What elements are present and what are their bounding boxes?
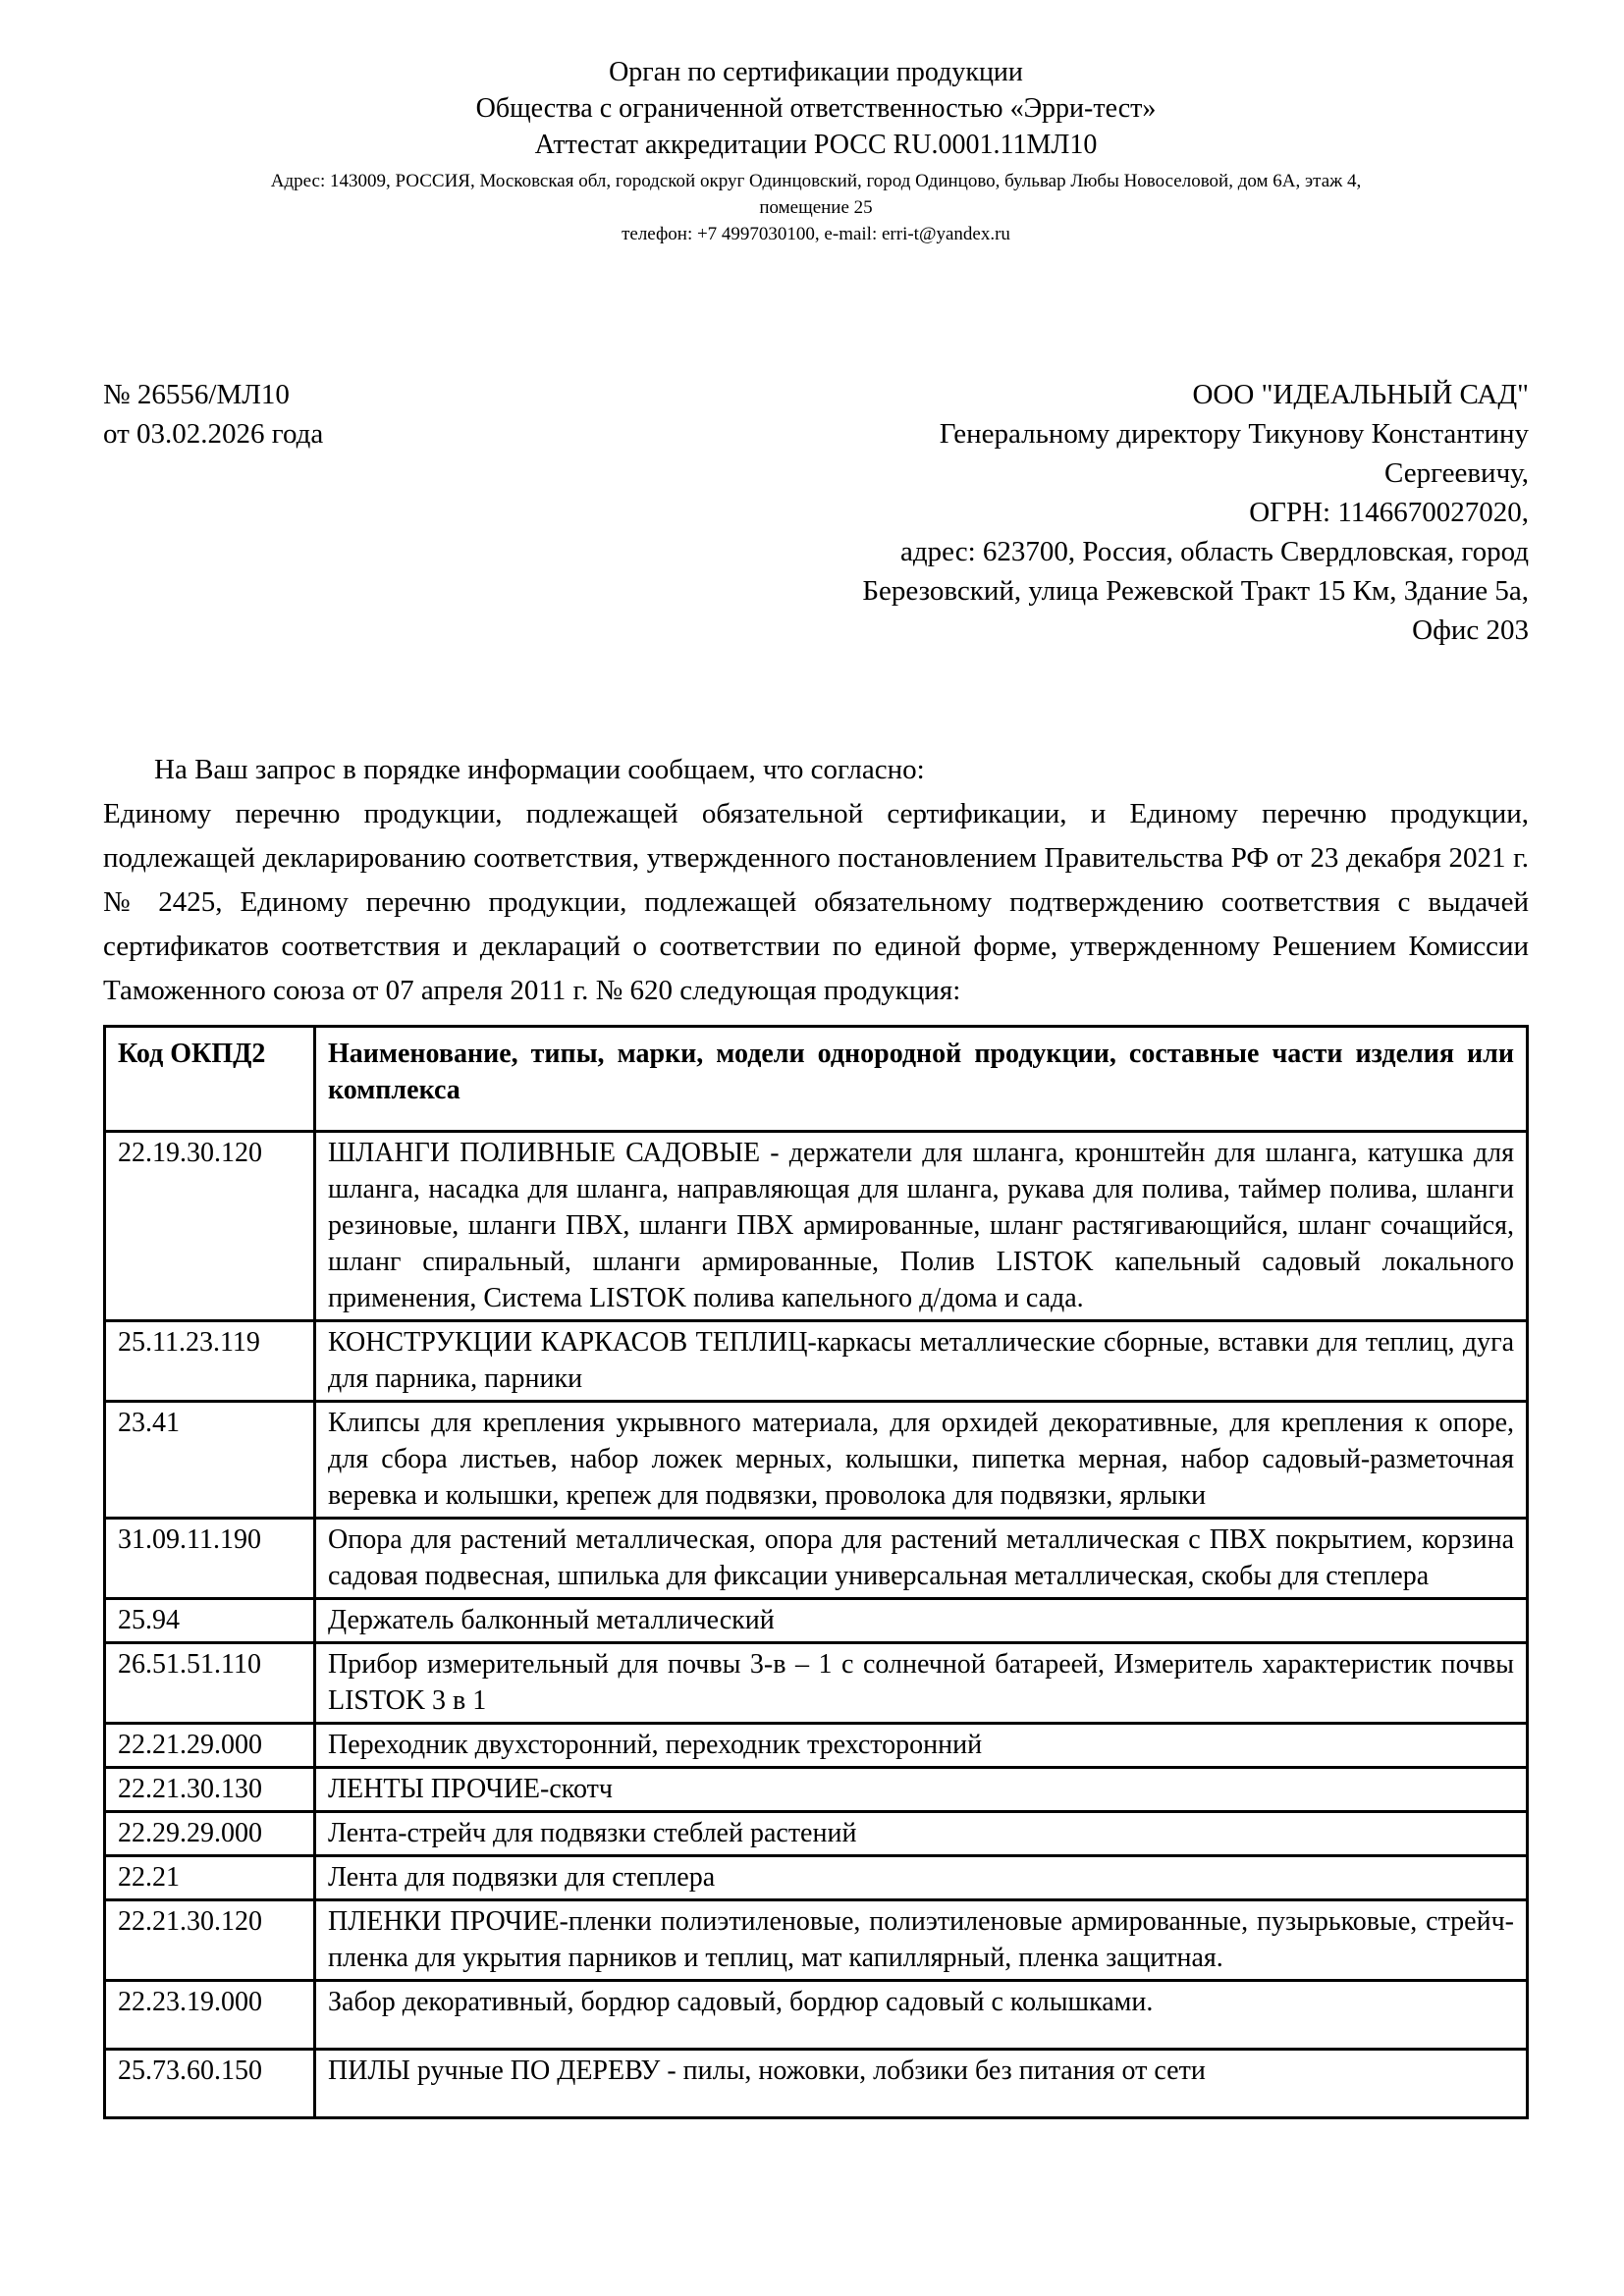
reference-block: [103, 375, 323, 454]
org-address-line-2: помещение 25: [759, 197, 873, 218]
body-paragraph: Единому перечню продукции, подлежащей обязательной сертификации, и Единому перечню продукции, подлежащей декларированию соответствия, утвержденного постановлением Правительства РФ от 23 декабря 2021 г. № 2425, Единому перечню продукции, подлежащей обязательному подтверждению соответствия с выдачей сертификатов соответствия и деклараций о соответствии по единой форме, утвержденному Решением Комиссии Таможенного союза от 07 апреля 2011 г. № 620 следующая продукция:: [103, 798, 1529, 1006]
product-name-cell: Забор декоративный, бордюр садовый, бордюр садовый с колышками.: [315, 1981, 1528, 2050]
okpd2-code-cell: 22.21.29.000: [105, 1724, 315, 1768]
product-name-cell: КОНСТРУКЦИИ КАРКАСОВ ТЕПЛИЦ-каркасы металлические сборные, вставки для теплиц, дуга для парника, парники: [315, 1321, 1528, 1402]
recipient-block: [862, 375, 1529, 650]
okpd2-code-cell: 25.73.60.150: [105, 2050, 315, 2118]
table-row: [105, 1402, 1528, 1519]
product-name-cell: Клипсы для крепления укрывного материала, для орхидей декоративные, для крепления к опоре, для сбора листьев, набор ложек мерных, колышки, пипетка мерная, набор садовый-разметочная веревка и колышки, крепеж для подвязки, проволока для подвязки, ярлыки: [315, 1402, 1528, 1519]
product-name-cell: Прибор измерительный для почвы 3-в – 1 с солнечной батареей, Измеритель характеристик почвы LISTOK 3 в 1: [315, 1643, 1528, 1724]
org-title-line-2: Общества с ограниченной ответственностью «Эрри-тест»: [475, 93, 1157, 124]
okpd2-code-cell: 31.09.11.190: [105, 1519, 315, 1599]
product-name-cell: ЛЕНТЫ ПРОЧИЕ-скотч: [315, 1768, 1528, 1812]
header-okpd2-code: Код ОКПД2: [105, 1027, 315, 1132]
table-row: [105, 1856, 1528, 1900]
header-product-name: Наименование, типы, марки, модели однородной продукции, составные части изделия или комплекса: [315, 1027, 1528, 1132]
okpd2-code-cell: 25.94: [105, 1599, 315, 1643]
intro-line: На Ваш запрос в порядке информации сообщаем, что согласно:: [154, 754, 925, 785]
table-row: [105, 1981, 1528, 2050]
document-date: от 03.02.2026 года: [103, 418, 324, 450]
product-name-cell: ПЛЕНКИ ПРОЧИЕ-пленки полиэтиленовые, полиэтиленовые армированные, пузырьковые, стрейч-пленка для укрытия парников и теплиц, мат капиллярный, пленка защитная.: [315, 1900, 1528, 1981]
product-name-cell: Лента для подвязки для степлера: [315, 1856, 1528, 1900]
product-name-cell: ШЛАНГИ ПОЛИВНЫЕ САДОВЫЕ - держатели для шланга, кронштейн для шланга, катушка для шланга, насадка для шланга, направляющая для шланга, рукава для полива, таймер полива, шланги резиновые, шланги ПВХ, шланги ПВХ армированные, шланг растягивающийся, шланг сочащийся, шланг спиральный, шланги армированные, Полив LISTOK капельный садовый локального применения, Система LISTOK полива капельного д/дома и сада.: [315, 1132, 1528, 1321]
document-number: № 26556/МЛ10: [103, 379, 290, 410]
okpd2-code-cell: 23.41: [105, 1402, 315, 1519]
recipient-line: Офис 203: [1412, 614, 1529, 646]
product-name-cell: ПИЛЫ ручные ПО ДЕРЕВУ - пилы, ножовки, лобзики без питания от сети: [315, 2050, 1528, 2118]
table-row: [105, 1900, 1528, 1981]
product-name-cell: Переходник двухсторонний, переходник трехсторонний: [315, 1724, 1528, 1768]
table-row: [105, 1519, 1528, 1599]
okpd2-code-cell: 26.51.51.110: [105, 1643, 315, 1724]
okpd2-code-cell: 22.21.30.120: [105, 1900, 315, 1981]
table-row: [105, 1812, 1528, 1856]
recipient-line: Березовский, улица Режевской Тракт 15 Км, Здание 5а,: [862, 575, 1529, 607]
org-address-line-1: Адрес: 143009, РОССИЯ, Московская обл, городской округ Одинцовский, город Одинцово, бульвар Любы Новоселовой, дом 6А, этаж 4,: [270, 171, 1362, 191]
org-title-line-1: Орган по сертификации продукции: [609, 57, 1023, 87]
okpd2-code-cell: 25.11.23.119: [105, 1321, 315, 1402]
recipient-line: адрес: 623700, Россия, область Свердловская, город: [900, 536, 1529, 567]
org-header: [103, 54, 1529, 247]
table-row: [105, 1724, 1528, 1768]
recipient-line: ОГРН: 1146670027020,: [1249, 497, 1529, 528]
okpd2-code-cell: 22.21: [105, 1856, 315, 1900]
letter-body: [103, 748, 1529, 1013]
table-row: [105, 1768, 1528, 1812]
table-header-row: [105, 1027, 1528, 1132]
okpd2-code-cell: 22.23.19.000: [105, 1981, 315, 2050]
table-row: [105, 1643, 1528, 1724]
product-name-cell: Держатель балконный металлический: [315, 1599, 1528, 1643]
okpd2-code-cell: 22.19.30.120: [105, 1132, 315, 1321]
product-name-cell: Опора для растений металлическая, опора для растений металлическая с ПВХ покрытием, корзина садовая подвесная, шпилька для фиксации универсальная металлическая, скобы для степлера: [315, 1519, 1528, 1599]
table-row: [105, 2050, 1528, 2118]
table-row: [105, 1599, 1528, 1643]
reference-recipient-row: [103, 375, 1529, 650]
product-name-cell: Лента-стрейч для подвязки стеблей растений: [315, 1812, 1528, 1856]
accreditation-certificate: Аттестат аккредитации РОСС RU.0001.11МЛ10: [534, 130, 1098, 160]
recipient-line: Сергеевичу,: [1384, 457, 1529, 489]
table-row: [105, 1321, 1528, 1402]
okpd2-code-cell: 22.29.29.000: [105, 1812, 315, 1856]
table-row: [105, 1132, 1528, 1321]
recipient-line: Генеральному директору Тикунову Константину: [939, 418, 1529, 450]
recipient-line: ООО "ИДЕАЛЬНЫЙ САД": [1192, 379, 1529, 410]
products-table: [103, 1025, 1529, 2119]
org-contacts: [103, 168, 1529, 247]
org-phone-email: телефон: +7 4997030100, e-mail: erri-t@yandex.ru: [622, 224, 1010, 244]
okpd2-code-cell: 22.21.30.130: [105, 1768, 315, 1812]
